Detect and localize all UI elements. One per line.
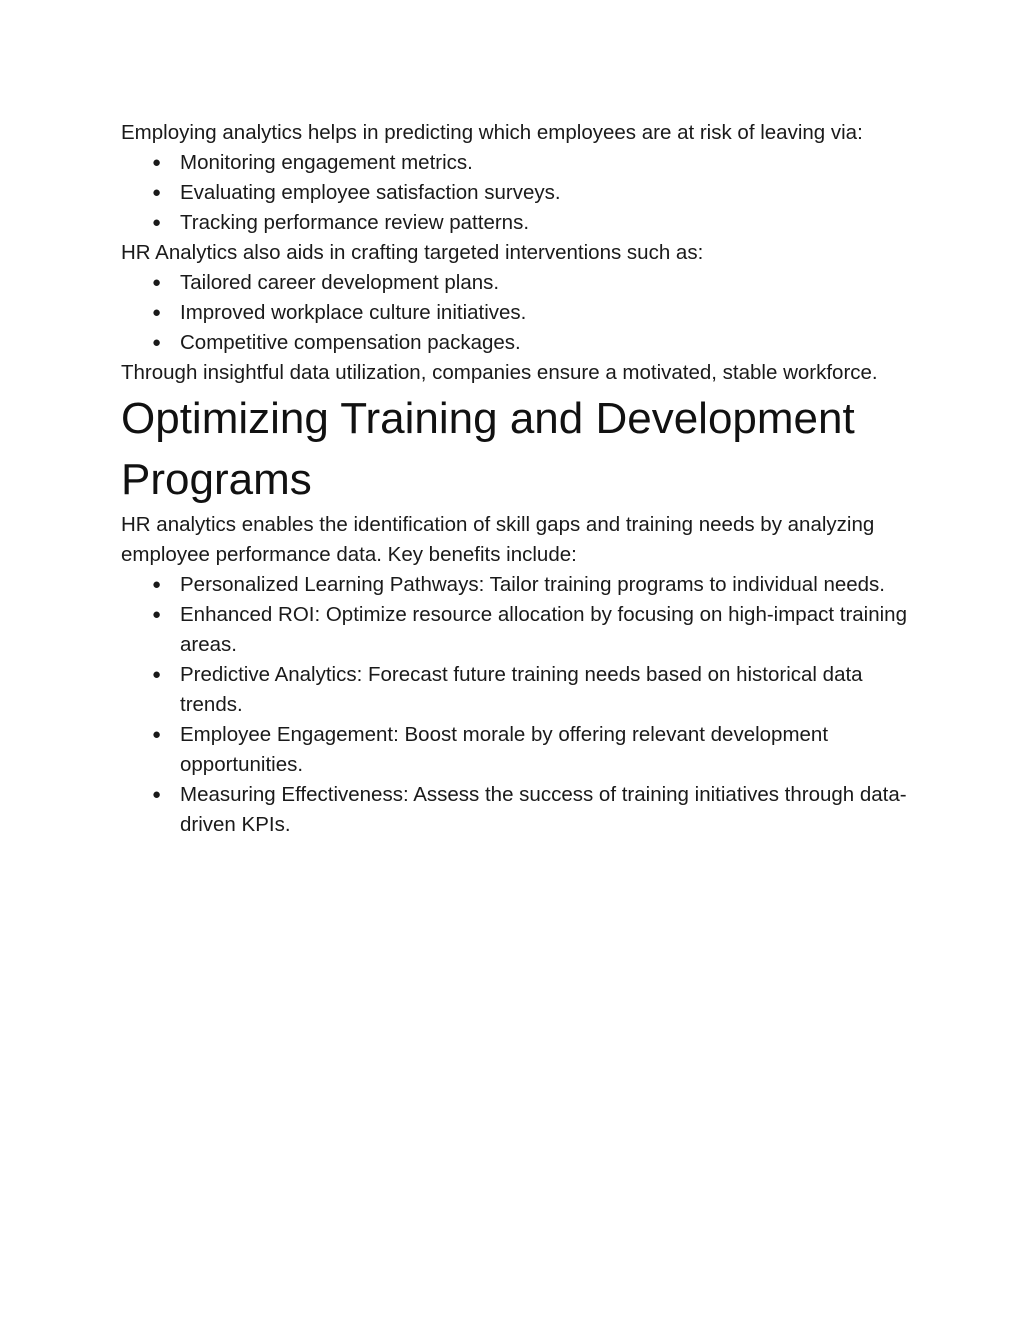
bullet-icon: ● [152,666,162,683]
list-item-text: Improved workplace culture initiatives. [180,301,527,324]
section-heading: Optimizing Training and Development Programs [121,394,855,504]
bullet-icon: ● [152,214,162,231]
bullet-icon: ● [152,606,162,623]
bullet-icon: ● [152,184,162,201]
bullet-icon: ● [152,304,162,321]
list-item [121,660,911,720]
interventions-paragraph: HR Analytics also aids in crafting targeted interventions such as: [121,241,704,264]
list-item-text: Enhanced ROI: Optimize resource allocation by focusing on high-impact training areas. [180,603,907,656]
bullet-icon: ● [152,274,162,291]
list-item-text: Measuring Effectiveness: Assess the success of training initiatives through data-driven KPIs. [180,783,907,836]
list-item-text: Competitive compensation packages. [180,331,521,354]
list-item [121,268,911,298]
list-item-text: Tailored career development plans. [180,271,500,294]
list-item [121,780,911,840]
list-item [121,208,911,238]
bullet-icon: ● [152,786,162,803]
bullet-icon: ● [152,334,162,351]
risk-indicators-list [121,148,911,238]
bullet-icon: ● [152,726,162,743]
intro-paragraph: Employing analytics helps in predicting which employees are at risk of leaving via: [121,121,863,144]
list-item [121,148,911,178]
list-item [121,600,911,660]
list-item-text: Employee Engagement: Boost morale by offering relevant development opportunities. [180,723,829,776]
bullet-icon: ● [152,154,162,171]
list-item-text: Evaluating employee satisfaction surveys. [180,181,561,204]
list-item-text: Monitoring engagement metrics. [180,151,473,174]
interventions-list [121,268,911,358]
list-item-text: Personalized Learning Pathways: Tailor training programs to individual needs. [180,573,885,596]
list-item-text: Predictive Analytics: Forecast future training needs based on historical data trends. [180,663,863,716]
list-item [121,328,911,358]
training-benefits-list [121,570,911,840]
document-page [121,118,911,840]
list-item [121,298,911,328]
list-item [121,720,911,780]
list-item [121,178,911,208]
bullet-icon: ● [152,576,162,593]
training-intro-paragraph: HR analytics enables the identification of skill gaps and training needs by analyzing employee performance data. Key benefits include: [121,513,875,566]
list-item-text: Tracking performance review patterns. [180,211,530,234]
conclusion-paragraph: Through insightful data utilization, companies ensure a motivated, stable workforce. [121,361,878,384]
list-item [121,570,911,600]
